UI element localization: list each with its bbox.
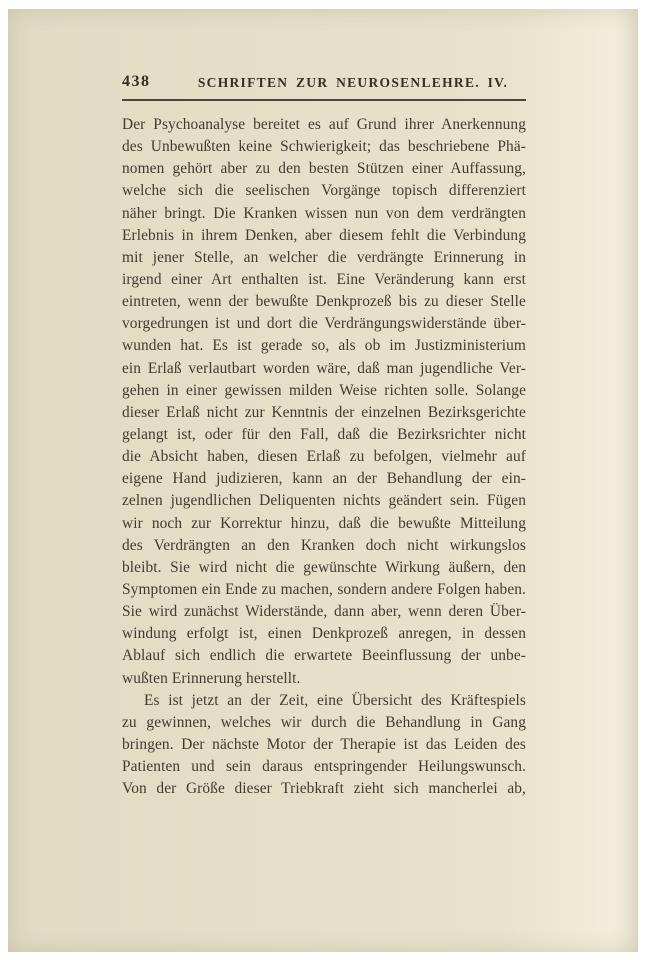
header-rule <box>122 99 526 101</box>
text-line: des Verdrängten an den Kranken doch nicht wirkungslos <box>122 536 526 554</box>
running-title: SCHRIFTEN ZUR NEUROSENLEHRE. IV. <box>197 75 509 90</box>
text-line: wir noch zur Korrektur hinzu, daß die bewußte Mitteilung <box>122 514 526 532</box>
text-line: gehen in einer gewissen milden Weise richten solle. Solange <box>122 381 526 399</box>
text-line: Symptomen ein Ende zu machen, sondern andere Folgen haben. <box>122 580 526 598</box>
body-text <box>122 114 526 800</box>
text-line: bleibt. Sie wird nicht die gewünschte Wirkung äußern, den <box>122 558 526 576</box>
text-line: vorgedrungen ist und dort die Verdrängungswiderstände über- <box>122 315 526 333</box>
text-line: die Absicht haben, diesen Erlaß zu befolgen, vielmehr auf <box>122 448 526 466</box>
text-line: ein Erlaß verlautbart worden wäre, daß man jugendliche Ver- <box>122 359 526 377</box>
text-line: irgend einer Art enthalten ist. Eine Veränderung kann erst <box>122 270 526 288</box>
text-line: Ablauf sich endlich die erwartete Beeinflussung der unbe- <box>122 647 526 665</box>
text-line: Es ist jetzt an der Zeit, eine Übersicht des Kräftespiels <box>144 691 526 709</box>
text-line: gelangt ist, oder für den Fall, daß die Bezirksrichter nicht <box>122 425 526 443</box>
text-line: des Unbewußten keine Schwierigkeit; das beschriebene Phä- <box>122 138 526 156</box>
text-line: welche sich die seelischen Vorgänge topisch differenziert <box>122 182 526 200</box>
text-line: wußten Erinnerung herstellt. <box>122 669 301 687</box>
text-line: Der Psychoanalyse bereitet es auf Grund ihrer Anerkennung <box>122 116 526 133</box>
text-line: zelnen jugendlichen Deliquenten nichts geändert sein. Fügen <box>122 492 526 510</box>
text-line: eintreten, wenn der bewußte Denkprozeß bis zu dieser Stelle <box>122 293 526 311</box>
page-number: 438 <box>122 73 151 90</box>
text-line: dieser Erlaß nicht zur Kenntnis der einzelnen Bezirksgerichte <box>122 403 526 421</box>
text-line: bringen. Der nächste Motor der Therapie ist das Leiden des <box>122 735 526 753</box>
text-line: Patienten und sein daraus entspringender Heilungswunsch. <box>122 758 526 776</box>
text-line: zu gewinnen, welches wir durch die Behandlung in Gang <box>122 713 526 731</box>
text-line: nomen gehört aber zu den besten Stützen einer Auffassung, <box>122 160 526 178</box>
text-line: Erlebnis in ihrem Denken, aber diesem fehlt die Verbindung <box>122 226 526 244</box>
scanned-book-page <box>8 9 638 952</box>
text-line: Sie wird zunächst Widerstände, dann aber, wenn deren Über- <box>122 603 526 621</box>
text-line: Von der Größe dieser Triebkraft zieht sich mancherlei ab, <box>122 780 526 798</box>
text-line: mit jener Stelle, an welcher die verdrängte Erinnerung in <box>122 248 526 266</box>
text-line: windung erfolgt ist, einen Denkprozeß anregen, in dessen <box>122 625 526 643</box>
text-line: wunden hat. Es ist gerade so, als ob im Justizministerium <box>122 337 526 355</box>
text-line: näher bringt. Die Kranken wissen nun von dem verdrängten <box>122 204 526 222</box>
text-line: eigene Hand judizieren, kann an der Behandlung der ein- <box>122 470 526 488</box>
